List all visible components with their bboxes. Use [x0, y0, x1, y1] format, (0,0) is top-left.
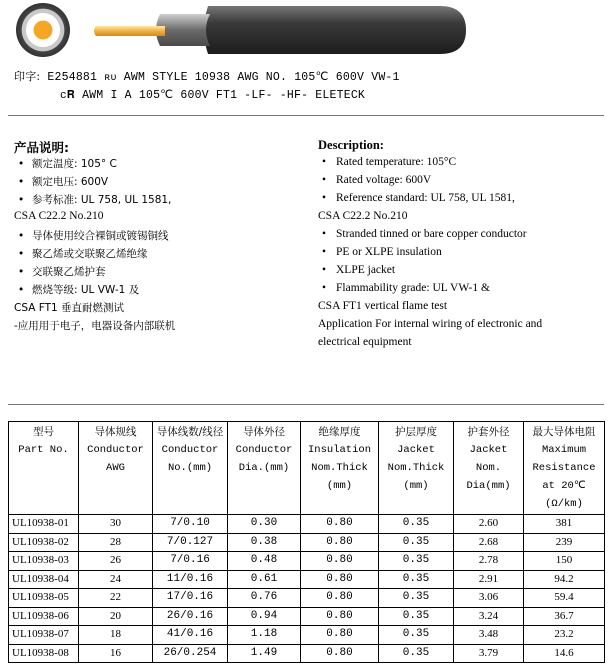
cell-insulation-thick: 0.80	[301, 607, 379, 626]
table-header-row	[9, 422, 605, 515]
cn-item: • 燃烧等级: UL VW-1 及	[18, 284, 140, 296]
table-row	[9, 644, 605, 663]
cell-jacket-thick: 0.35	[379, 515, 454, 534]
table-row	[9, 570, 605, 589]
print-line-1-text: AWM STYLE 10938 AWG NO. 105℃ 600V VW-1	[123, 71, 400, 84]
header-part-no: 型号 Part No.	[9, 422, 79, 515]
header-max-resistance: 最大导体电阻 Maximum Resistance at 20℃ (Ω/km)	[524, 422, 605, 515]
cell-part-no: UL10938-06	[9, 607, 79, 626]
cell-insulation-thick: 0.80	[301, 533, 379, 552]
header-jacket-thick: 护层厚度 Jacket Nom.Thick (mm)	[379, 422, 454, 515]
cell-jacket-dia: 3.79	[454, 644, 524, 663]
cell-conductor-dia: 0.38	[228, 533, 301, 552]
divider-top	[8, 115, 604, 116]
cn-application: -应用用于电子，电器设备内部联机	[14, 320, 176, 332]
en-item: • Stranded tinned or bare copper conductor	[322, 228, 527, 240]
cell-insulation-thick: 0.80	[301, 570, 379, 589]
divider-bottom	[8, 404, 604, 405]
cell-awg: 18	[79, 626, 153, 645]
cell-part-no: UL10938-01	[9, 515, 79, 534]
table-row	[9, 626, 605, 645]
cell-strand: 26/0.16	[153, 607, 228, 626]
en-item: • Flammability grade: UL VW-1 &	[322, 282, 490, 294]
cell-jacket-dia: 2.60	[454, 515, 524, 534]
table-row	[9, 515, 605, 534]
cn-item-continued: CSA C22.2 No.210	[14, 210, 104, 222]
cn-item: • 参考标准: UL 758, UL 1581,	[18, 194, 172, 206]
cn-item: • 交联聚乙烯护套	[18, 266, 106, 278]
cell-jacket-dia: 2.68	[454, 533, 524, 552]
cn-item: • 导体使用绞合裸铜或镀锡铜线	[18, 230, 169, 242]
cell-part-no: UL10938-02	[9, 533, 79, 552]
cell-resistance: 59.4	[524, 589, 605, 608]
cell-insulation-thick: 0.80	[301, 589, 379, 608]
cn-item: • 额定电压: 600V	[18, 176, 109, 188]
cell-part-no: UL10938-08	[9, 644, 79, 663]
cell-part-no: UL10938-05	[9, 589, 79, 608]
header-conductor-no: 导体线数/线径 Conductor No.(mm)	[153, 422, 228, 515]
en-item: • Reference standard: UL 758, UL 1581,	[322, 192, 515, 204]
cell-resistance: 94.2	[524, 570, 605, 589]
en-item: • Rated voltage: 600V	[322, 174, 432, 186]
en-title: Description:	[318, 138, 384, 152]
cell-strand: 7/0.16	[153, 552, 228, 571]
cell-jacket-dia: 2.78	[454, 552, 524, 571]
cell-awg: 20	[79, 607, 153, 626]
cell-strand: 7/0.127	[153, 533, 228, 552]
cell-awg: 30	[79, 515, 153, 534]
cable-illustration	[0, 0, 470, 60]
table-row	[9, 589, 605, 608]
cell-jacket-dia: 3.24	[454, 607, 524, 626]
cell-awg: 26	[79, 552, 153, 571]
cell-resistance: 14.6	[524, 644, 605, 663]
cable-side-view	[94, 6, 466, 54]
cell-strand: 11/0.16	[153, 570, 228, 589]
cell-resistance: 239	[524, 533, 605, 552]
cell-insulation-thick: 0.80	[301, 515, 379, 534]
cell-part-no: UL10938-04	[9, 570, 79, 589]
cell-awg: 16	[79, 644, 153, 663]
header-insulation-thick: 绝缘厚度 Insulation Nom.Thick (mm)	[301, 422, 379, 515]
table-row	[9, 533, 605, 552]
en-item: • XLPE jacket	[322, 264, 396, 276]
table-row	[9, 552, 605, 571]
cell-conductor-dia: 0.76	[228, 589, 301, 608]
cell-resistance: 23.2	[524, 626, 605, 645]
cell-resistance: 36.7	[524, 607, 605, 626]
cell-resistance: 381	[524, 515, 605, 534]
cell-part-no: UL10938-07	[9, 626, 79, 645]
cn-item: • 额定温度: 105° C	[18, 158, 117, 170]
cell-conductor-dia: 0.48	[228, 552, 301, 571]
cell-strand: 41/0.16	[153, 626, 228, 645]
en-application: Application For internal wiring of electronic and	[318, 318, 543, 330]
ul-logo: ʀᴜ	[104, 73, 117, 84]
cell-strand: 7/0.10	[153, 515, 228, 534]
cell-jacket-thick: 0.35	[379, 570, 454, 589]
cell-insulation-thick: 0.80	[301, 552, 379, 571]
en-item: • PE or XLPE insulation	[322, 246, 442, 258]
cell-awg: 28	[79, 533, 153, 552]
cell-strand: 17/0.16	[153, 589, 228, 608]
cell-conductor-dia: 0.94	[228, 607, 301, 626]
cell-jacket-thick: 0.35	[379, 533, 454, 552]
cell-jacket-thick: 0.35	[379, 644, 454, 663]
cn-title: 产品说明:	[14, 140, 69, 155]
cell-awg: 24	[79, 570, 153, 589]
cell-jacket-thick: 0.35	[379, 589, 454, 608]
header-conductor-dia: 导体外径 Conductor Dia.(mm)	[228, 422, 301, 515]
cell-conductor-dia: 0.61	[228, 570, 301, 589]
cell-awg: 22	[79, 589, 153, 608]
cell-jacket-dia: 2.91	[454, 570, 524, 589]
cn-item-continued: CSA FT1 垂直耐燃测试	[14, 302, 124, 314]
print-line-2-text: AWM I A 105℃ 600V FT1 -LF- -HF- ELETECK	[82, 89, 366, 102]
print-marking-line-1	[14, 68, 400, 84]
cell-jacket-thick: 0.35	[379, 552, 454, 571]
cell-strand: 26/0.254	[153, 644, 228, 663]
cell-jacket-thick: 0.35	[379, 626, 454, 645]
header-jacket-dia: 护套外径 Jacket Nom. Dia(mm)	[454, 422, 524, 515]
cn-item: • 聚乙烯或交联聚乙烯绝缘	[18, 248, 148, 260]
cell-conductor-dia: 0.30	[228, 515, 301, 534]
en-application-continued: electrical equipment	[318, 336, 412, 348]
ul-file-number: E254881	[47, 71, 98, 84]
csa-logo: c𝐑	[60, 90, 75, 102]
cell-jacket-thick: 0.35	[379, 607, 454, 626]
cell-insulation-thick: 0.80	[301, 626, 379, 645]
spec-table	[8, 421, 605, 663]
cable-end-view	[16, 3, 70, 57]
cell-part-no: UL10938-03	[9, 552, 79, 571]
print-marking-line-2	[60, 87, 365, 102]
en-item: • Rated temperature: 105°C	[322, 156, 457, 168]
cell-jacket-dia: 3.48	[454, 626, 524, 645]
table-row	[9, 607, 605, 626]
header-conductor-awg: 导体规线 Conductor AWG	[79, 422, 153, 515]
cell-insulation-thick: 0.80	[301, 644, 379, 663]
print-label: 印字:	[14, 70, 41, 83]
en-item-continued: CSA C22.2 No.210	[318, 210, 408, 222]
cell-conductor-dia: 1.49	[228, 644, 301, 663]
cell-resistance: 150	[524, 552, 605, 571]
cell-jacket-dia: 3.06	[454, 589, 524, 608]
en-item-continued: CSA FT1 vertical flame test	[318, 300, 448, 312]
cell-conductor-dia: 1.18	[228, 626, 301, 645]
